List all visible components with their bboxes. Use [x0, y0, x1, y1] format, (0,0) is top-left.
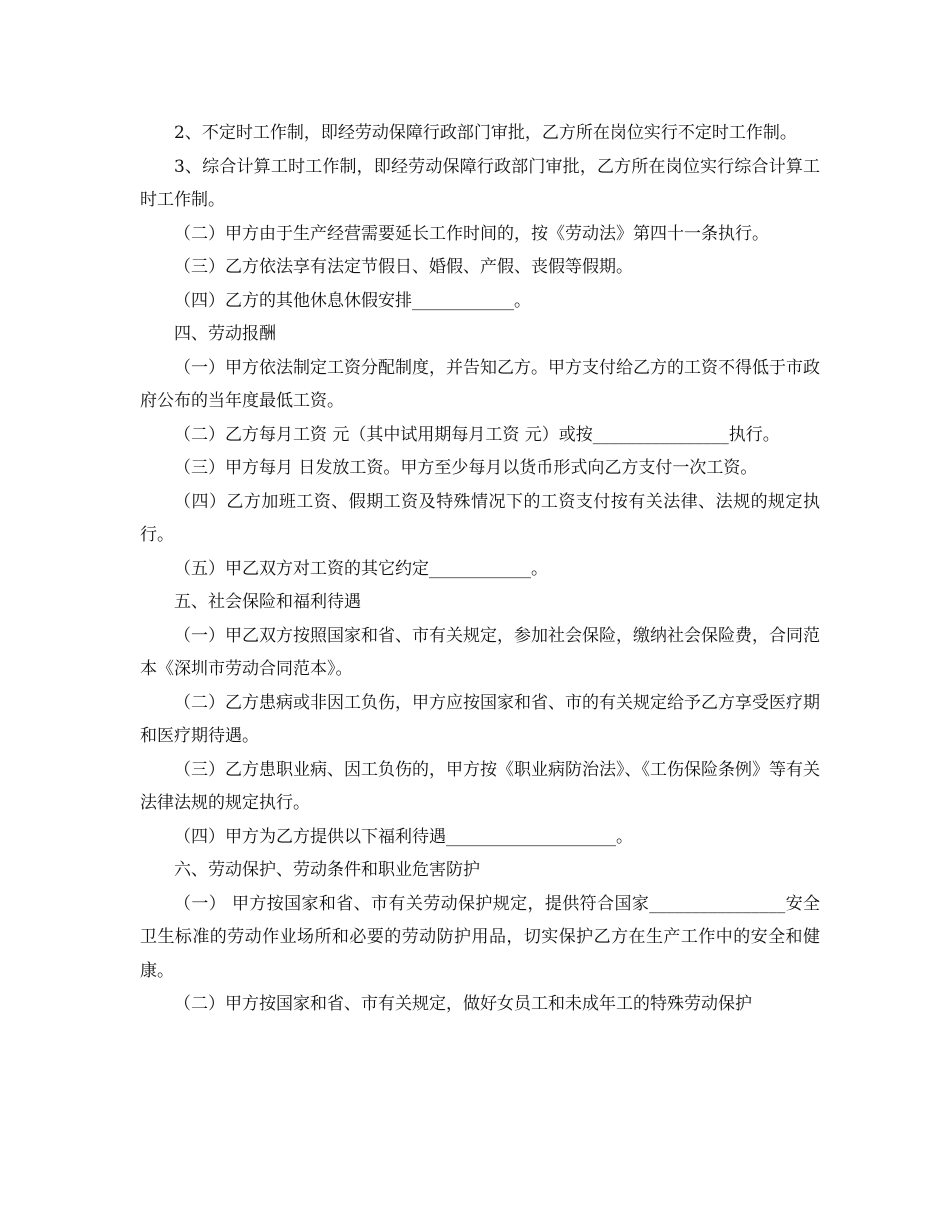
paragraph-overtime-pay: （四）乙方加班工资、假期工资及特殊情况下的工资支付按有关法律、法规的规定执行。: [140, 491, 820, 545]
section-heading-labor-protection: 六、劳动保护、劳动条件和职业危害防护: [174, 860, 480, 880]
paragraph-medical-period: （二）乙方患病或非因工负伤，甲方应按国家和省、市的有关规定给予乙方享受医疗期和医疗期待遇。: [140, 692, 820, 746]
section-heading-social-insurance: 五、社会保险和福利待遇: [174, 592, 361, 612]
paragraph-comprehensive-hours: 3、综合计算工时工作制，即经劳动保障行政部门审批，乙方所在岗位实行综合计算工时工作制。: [140, 156, 820, 210]
paragraph-monthly-wage: （二）乙方每月工资 元（其中试用期每月工资 元）或按________________执行。: [174, 424, 780, 445]
section-heading-remuneration: 四、劳动报酬: [174, 324, 276, 344]
paragraph-occupational-disease: （三）乙方患职业病、因工负伤的，甲方按《职业病防治法》、《工伤保险条例》等有关法律法规的规定执行。: [140, 759, 820, 813]
paragraph-payday: （三）甲方每月 日发放工资。甲方至少每月以货币形式向乙方支付一次工资。: [174, 458, 758, 478]
paragraph-irregular-hours: 2、不定时工作制，即经劳动保障行政部门审批，乙方所在岗位实行不定时工作制。: [174, 123, 797, 143]
paragraph-social-insurance: （一）甲乙双方按照国家和省、市有关规定，参加社会保险，缴纳社会保险费，合同范本《深圳市劳动合同范本》。: [140, 625, 820, 679]
paragraph-other-leave: （四）乙方的其他休息休假安排____________。: [174, 290, 531, 311]
paragraph-special-protection: （二）甲方按国家和省、市有关规定，做好女员工和未成年工的特殊劳动保护: [174, 994, 752, 1014]
paragraph-statutory-leave: （三）乙方依法享有法定节假日、婚假、产假、丧假等假期。: [174, 257, 633, 277]
paragraph-safety-standards: （一） 甲方按国家和省、市有关劳动保护规定，提供符合国家________________安全卫生标准的劳动作业场所和必要的劳动防护用品，切实保护乙方在生产工作中的安全和健康。: [140, 893, 820, 981]
paragraph-wage-system: （一）甲方依法制定工资分配制度，并告知乙方。甲方支付给乙方的工资不得低于市政府公布的当年度最低工资。: [140, 357, 820, 411]
paragraph-welfare-benefits: （四）甲方为乙方提供以下福利待遇____________________。: [174, 826, 633, 847]
paragraph-overtime: （二）甲方由于生产经营需要延长工作时间的，按《劳动法》第四十一条执行。: [174, 223, 769, 244]
document-body: [140, 117, 820, 1022]
paragraph-other-wage-terms: （五）甲乙双方对工资的其它约定____________。: [174, 558, 548, 579]
